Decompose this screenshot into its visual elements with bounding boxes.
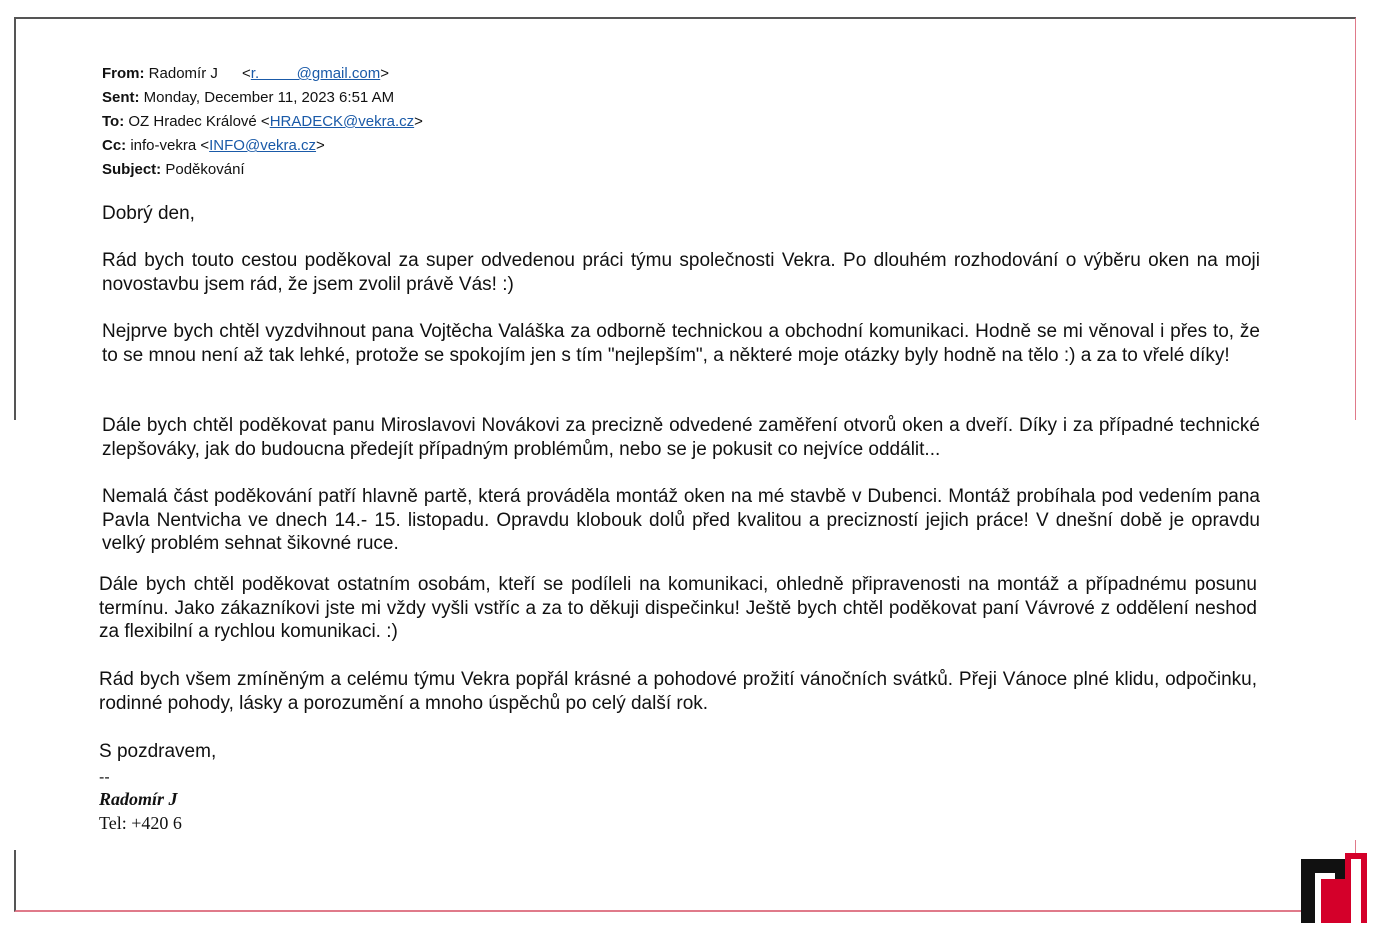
sent-label: Sent: (102, 89, 140, 106)
paragraph-dispecink: Dále bych chtěl poděkovat ostatním osobám, kteří se podíleli na komunikaci, ohledně připravenosti na montáž a případnému posunu termínu. Jako zákazníkovi jste mi vždy vyšli vstříc a za to děkuji dispečinku! Ještě bych chtěl poděkovat paní Vávrové z oddělení neshod za flexibilní a rychlou komunikaci. :) (99, 574, 1257, 642)
paragraph-wishes: Rád bych všem zmíněným a celému týmu Vekra popřál krásné a pohodové prožití vánočních svátků. Přeji Vánoce plné klidu, odpočinku, rodinné pohody, lásky a porozumění a mnoho úspěchů po celý další rok. (99, 669, 1257, 714)
sent-row (102, 86, 423, 110)
vekra-logo-icon (1301, 853, 1367, 923)
frame-gap-right (1352, 420, 1360, 840)
subject-value: Poděkování (165, 161, 245, 178)
frame-gap-left (10, 420, 18, 850)
closing: S pozdravem, (99, 741, 217, 762)
from-row (102, 62, 423, 86)
to-close: > (414, 113, 423, 130)
to-label: To: (102, 113, 125, 130)
signature-dashes: -- (99, 769, 110, 786)
cc-row (102, 134, 423, 158)
greeting: Dobrý den, (102, 203, 195, 224)
cc-close: > (316, 137, 325, 154)
signature-name: Radomír J (99, 789, 178, 809)
from-label: From: (102, 65, 145, 82)
from-name: Radomír J (148, 65, 218, 82)
to-email-link[interactable]: HRADECK@vekra.cz (269, 113, 415, 130)
from-email-link[interactable]: r. @gmail.com (250, 65, 381, 82)
email-header (102, 62, 423, 182)
cc-label: Cc: (102, 137, 127, 154)
subject-label: Subject: (102, 161, 162, 178)
signature-phone: Tel: +420 6 (99, 813, 182, 833)
to-name: OZ Hradec Králové < (128, 113, 270, 130)
from-close: > (380, 65, 389, 82)
cc-name: info-vekra < (130, 137, 210, 154)
paragraph-thanks: Rád bych touto cestou poděkoval za super odvedenou práci týmu společnosti Vekra. Po dlouhém rozhodování o výběru oken na moji novostavbu jsem rád, že jsem zvolil právě Vás! :) (102, 250, 1260, 295)
subject-row (102, 158, 423, 182)
sent-value: Monday, December 11, 2023 6:51 AM (143, 89, 395, 106)
to-row (102, 110, 423, 134)
logo-red-inner (1321, 879, 1351, 923)
cc-email-link[interactable]: INFO@vekra.cz (209, 137, 317, 154)
paragraph-novak: Dále bych chtěl poděkovat panu Miroslavovi Novákovi za precizně odvedené zaměření otvorů oken a dveří. Díky i za případné technické zlepšováky, jak do budoucna předejít případným problémům, nebo se je pokusit co nejvíce oddálit... (102, 415, 1260, 460)
paragraph-valasek: Nejprve bych chtěl vyzdvihnout pana Vojtěcha Valáška za odborně technickou a obchodní komunikaci. Hodně se mi věnoval i přes to, že to se mnou není až tak lehké, protože se spokojím jen s tím "nejlepším", a některé moje otázky byly hodně na tělo :) a za to vřelé díky! (102, 321, 1260, 366)
from-open: < (242, 65, 251, 82)
paragraph-montaz: Nemalá část poděkování patří hlavně partě, která prováděla montáž oken na mé stavbě v Dubenci. Montáž probíhala pod vedením pana Pavla Nentvicha ve dnech 14.- 15. listopadu. Opravdu klobouk dolů před kvalitou a precizností jejich práce! V dnešní době je opravdu velký problém sehnat šikovné ruce. (102, 486, 1260, 554)
